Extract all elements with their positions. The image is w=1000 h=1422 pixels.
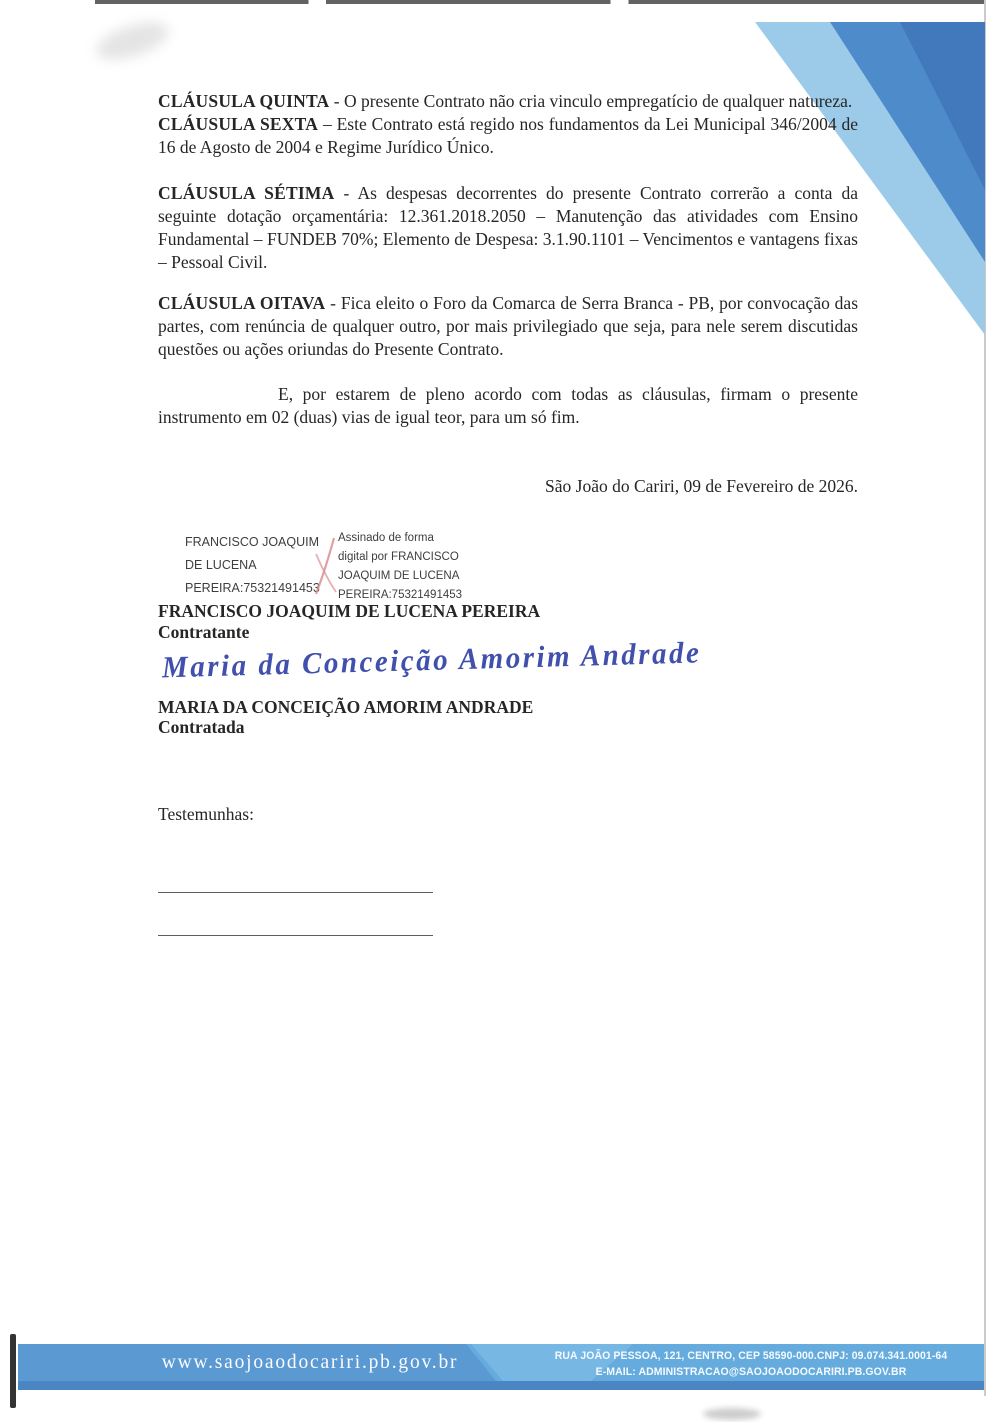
footer-address-line: RUA JOÃO PESSOA, 121, CENTRO, CEP 58590-000.CNPJ: 09.074.341.0001-64: [554, 1350, 948, 1362]
footer-bar: [18, 1344, 984, 1390]
digital-signature-subject-line: PEREIRA:75321491453: [185, 581, 320, 595]
clause-oitava-text: - Fica eleito o Foro da Comarca de Serra Branca - PB, por convocação das partes, com renúncia de qualquer outro, por mais privilegiado que seja, para nele serem discutidas questões ou ações oriundas do Presente Contrato.: [158, 293, 858, 359]
contratada-block: [158, 697, 533, 737]
digital-signature-statement: [338, 529, 508, 605]
footer-website-url: www.saojoaodocariri.pb.gov.br: [161, 1352, 459, 1373]
handwritten-signature: Maria da Conceição Amorim Andrade: [161, 636, 702, 685]
clause-oitava-title: CLÁUSULA OITAVA: [158, 293, 326, 313]
footer-contact-block: [517, 1349, 985, 1380]
digital-signature-statement-line: JOAQUIM DE LUCENA: [338, 570, 460, 582]
clause-quinta-text: - O presente Contrato não cria vinculo empregatício de qualquer natureza.: [329, 91, 853, 111]
digital-signature-subject-line: FRANCISCO JOAQUIM: [185, 535, 320, 549]
witness-signature-line-1: [158, 892, 433, 893]
clause-setima-title: CLÁUSULA SÉTIMA: [158, 183, 335, 203]
contratante-block: [158, 601, 540, 643]
scan-edge-artifact-left: [10, 1334, 16, 1408]
digital-signature-subject-line: DE LUCENA: [185, 558, 257, 572]
clause-oitava: [158, 292, 858, 361]
scan-smudge-bottom: [703, 1408, 761, 1420]
date-line: São João do Cariri, 09 de Fevereiro de 2026.: [545, 476, 858, 496]
digital-signature-statement-line: digital por FRANCISCO: [338, 551, 459, 563]
contract-body: [158, 90, 858, 498]
contratada-name: MARIA DA CONCEIÇÃO AMORIM ANDRADE: [158, 697, 534, 717]
clause-setima-text: - As despesas decorrentes do presente Contrato correrão a conta da seguinte dotação orçamentária: 12.361.2018.2050 – Manutenção das atividades com Ensino Fundamental – FUNDEB 70%; Elemento de Despesa: 3.1.90.1101 – Vencimentos e vantagens fixas – Pessoal Civil.: [158, 183, 858, 272]
clause-quinta: [158, 90, 858, 113]
clause-sexta-text: – Este Contrato está regido nos fundamentos da Lei Municipal 346/2004 de 16 de Agosto de 2004 e Regime Jurídico Único.: [158, 114, 859, 157]
witness-signature-line-2: [158, 935, 433, 936]
scan-smudge-top: [92, 15, 173, 67]
contratante-name: FRANCISCO JOAQUIM DE LUCENA PEREIRA: [158, 601, 541, 621]
digital-signature-statement-line: Assinado de forma: [338, 532, 434, 544]
digital-signature-statement-line: PEREIRA:75321491453: [338, 589, 463, 601]
contratante-role: Contratante: [158, 622, 250, 642]
footer-bottom-strip: [18, 1381, 984, 1390]
closing-paragraph: E, por estarem de pleno acordo com todas as cláusulas, firmam o presente instrumento em 02 (duas) vias de igual teor, para um só fim.: [158, 384, 858, 427]
clause-sexta-title: CLÁUSULA SEXTA: [158, 114, 319, 134]
contratada-role: Contratada: [158, 717, 245, 737]
clause-setima: [158, 182, 858, 274]
clause-sexta: [158, 113, 858, 159]
footer-email-line: E-MAIL: ADMINISTRACAO@SAOJOAODOCARIRI.PB.GOV.BR: [595, 1365, 907, 1378]
witnesses-label: Testemunhas:: [158, 804, 254, 824]
clause-quinta-title: CLÁUSULA QUINTA: [158, 91, 330, 111]
